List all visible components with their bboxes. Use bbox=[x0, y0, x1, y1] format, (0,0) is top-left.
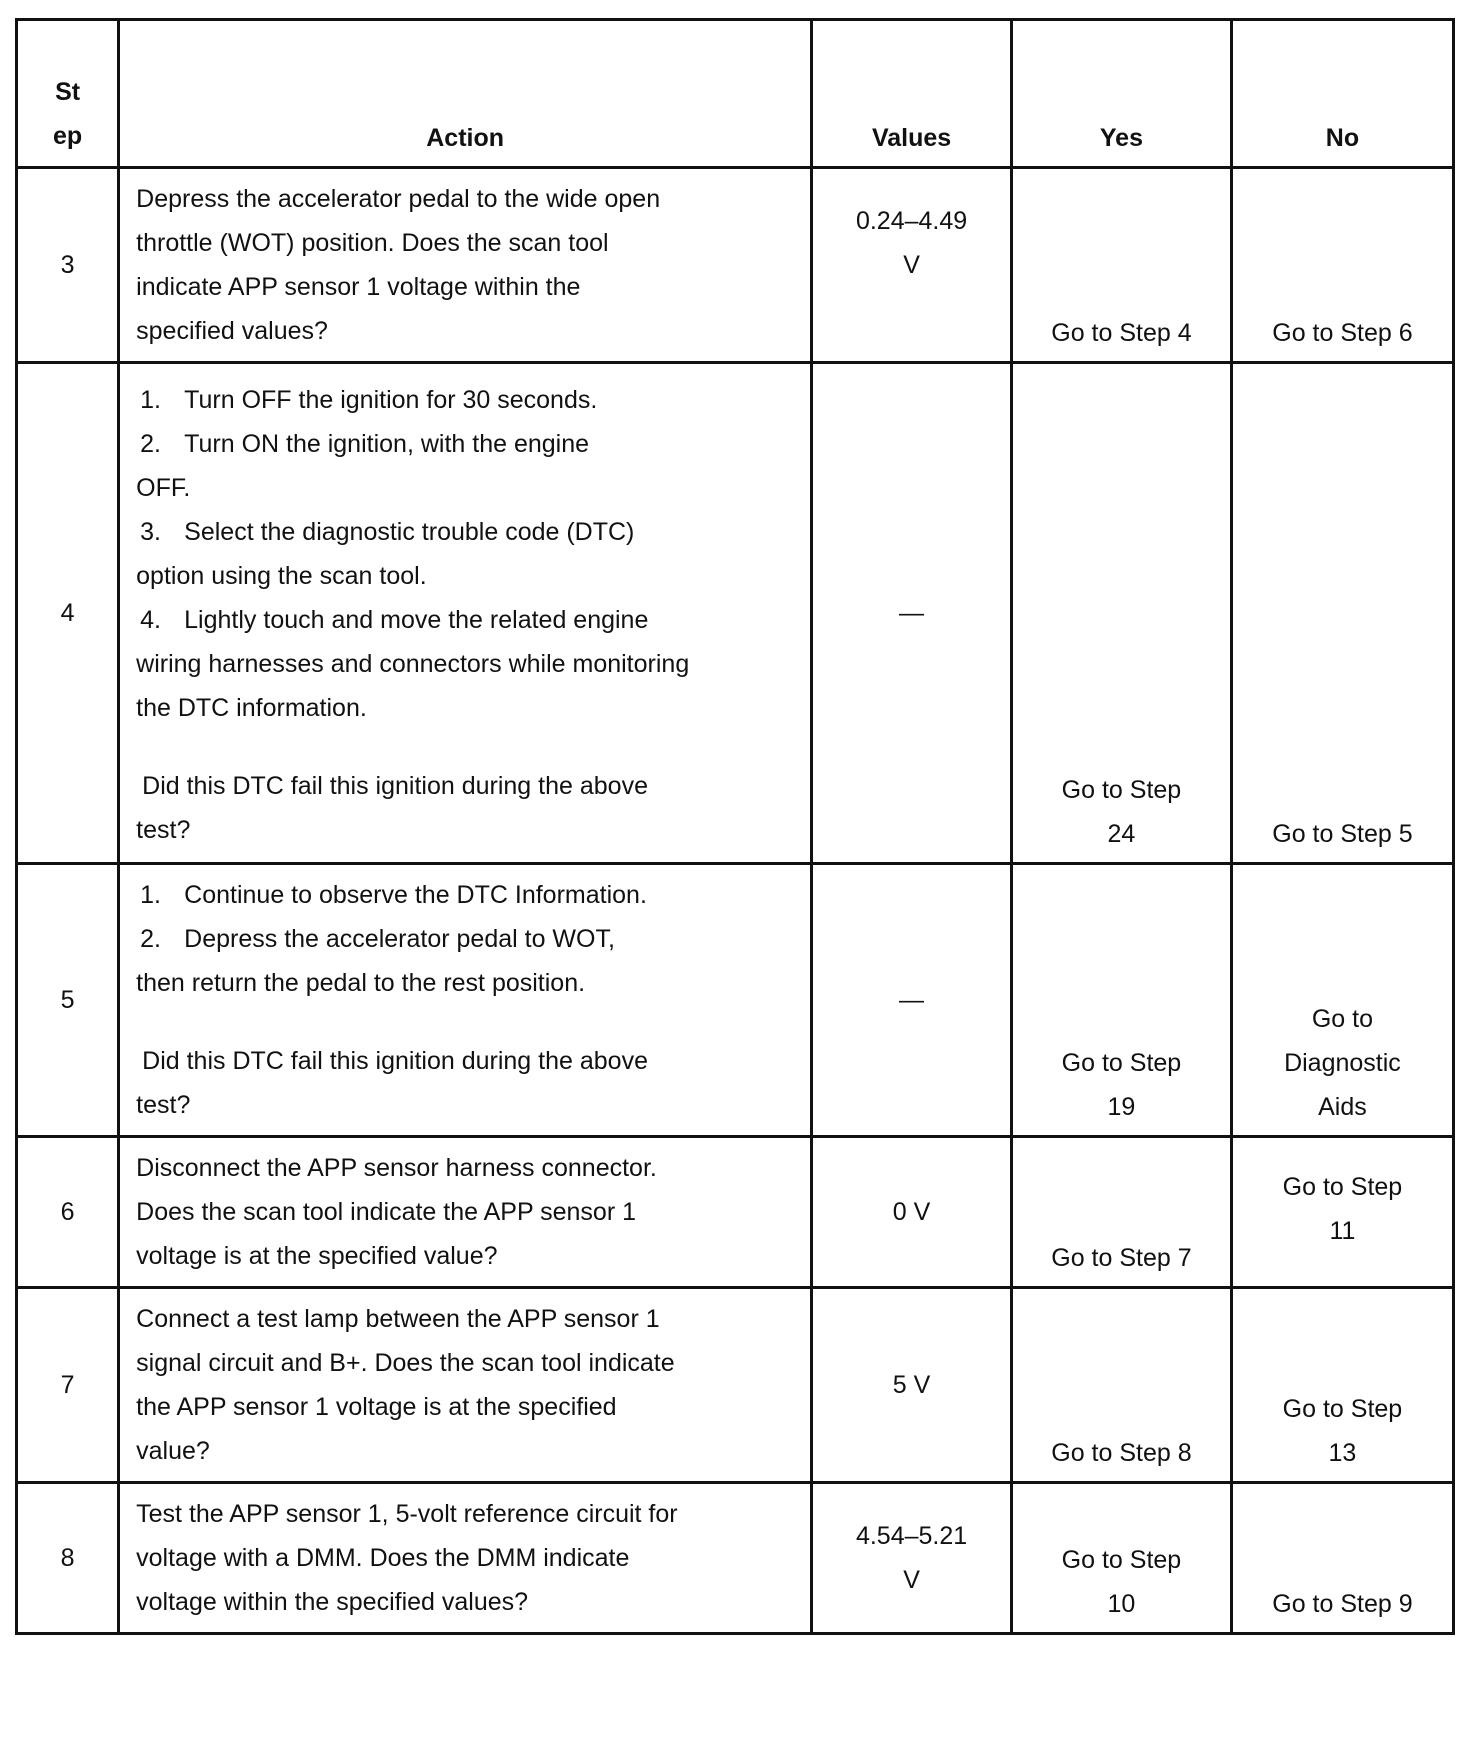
header-step: St ep bbox=[17, 20, 119, 168]
step-number: 5 bbox=[17, 864, 119, 1137]
no-link[interactable]: Go to Diagnostic Aids bbox=[1231, 864, 1453, 1137]
action-text: Test the APP sensor 1, 5-volt reference circuit for voltage with a DMM. Does the DMM indicate voltage within the specified values? bbox=[119, 1483, 812, 1634]
values-cell: 0 V bbox=[812, 1137, 1012, 1288]
action-text: 1. Turn OFF the ignition for 30 seconds. 2. Turn ON the ignition, with the engine OFF. 3. Select the diagnostic trouble code (DTC) option using the scan tool. 4. Lightly touch and move the related engine wiring harnesses and connectors while monitoring the DTC information. Did this DTC fail this ignition during the above test? bbox=[119, 363, 812, 864]
yes-link[interactable]: Go to Step 4 bbox=[1012, 168, 1232, 363]
yes-link[interactable]: Go to Step 10 bbox=[1012, 1483, 1232, 1634]
table-row bbox=[17, 168, 1454, 363]
action-text: Disconnect the APP sensor harness connector. Does the scan tool indicate the APP sensor 1 voltage is at the specified value? bbox=[119, 1137, 812, 1288]
table-row bbox=[17, 363, 1454, 864]
yes-link[interactable]: Go to Step 24 bbox=[1012, 363, 1232, 864]
values-cell: 5 V bbox=[812, 1288, 1012, 1483]
values-cell: 0.24–4.49 V bbox=[812, 168, 1012, 363]
step-number: 4 bbox=[17, 363, 119, 864]
values-cell: 4.54–5.21 V bbox=[812, 1483, 1012, 1634]
step-number: 3 bbox=[17, 168, 119, 363]
step-number: 8 bbox=[17, 1483, 119, 1634]
header-values: Values bbox=[812, 20, 1012, 168]
header-row bbox=[17, 20, 1454, 168]
action-text: Connect a test lamp between the APP sensor 1 signal circuit and B+. Does the scan tool indicate the APP sensor 1 voltage is at the specified value? bbox=[119, 1288, 812, 1483]
diagnostic-table bbox=[15, 18, 1455, 1635]
table-row bbox=[17, 1288, 1454, 1483]
header-yes: Yes bbox=[1012, 20, 1232, 168]
step-number: 6 bbox=[17, 1137, 119, 1288]
action-text: Depress the accelerator pedal to the wide open throttle (WOT) position. Does the scan tool indicate APP sensor 1 voltage within the specified values? bbox=[119, 168, 812, 363]
step-number: 7 bbox=[17, 1288, 119, 1483]
table-row bbox=[17, 1483, 1454, 1634]
table-row bbox=[17, 864, 1454, 1137]
no-link[interactable]: Go to Step 6 bbox=[1231, 168, 1453, 363]
yes-link[interactable]: Go to Step 8 bbox=[1012, 1288, 1232, 1483]
values-cell: — bbox=[812, 363, 1012, 864]
no-link[interactable]: Go to Step 9 bbox=[1231, 1483, 1453, 1634]
no-link[interactable]: Go to Step 13 bbox=[1231, 1288, 1453, 1483]
header-action: Action bbox=[119, 20, 812, 168]
values-cell: — bbox=[812, 864, 1012, 1137]
action-text: 1. Continue to observe the DTC Information. 2. Depress the accelerator pedal to WOT, then return the pedal to the rest position. Did this DTC fail this ignition during the above test? bbox=[119, 864, 812, 1137]
no-link[interactable]: Go to Step 11 bbox=[1231, 1137, 1453, 1288]
table-row bbox=[17, 1137, 1454, 1288]
header-no: No bbox=[1231, 20, 1453, 168]
no-link[interactable]: Go to Step 5 bbox=[1231, 363, 1453, 864]
yes-link[interactable]: Go to Step 19 bbox=[1012, 864, 1232, 1137]
yes-link[interactable]: Go to Step 7 bbox=[1012, 1137, 1232, 1288]
